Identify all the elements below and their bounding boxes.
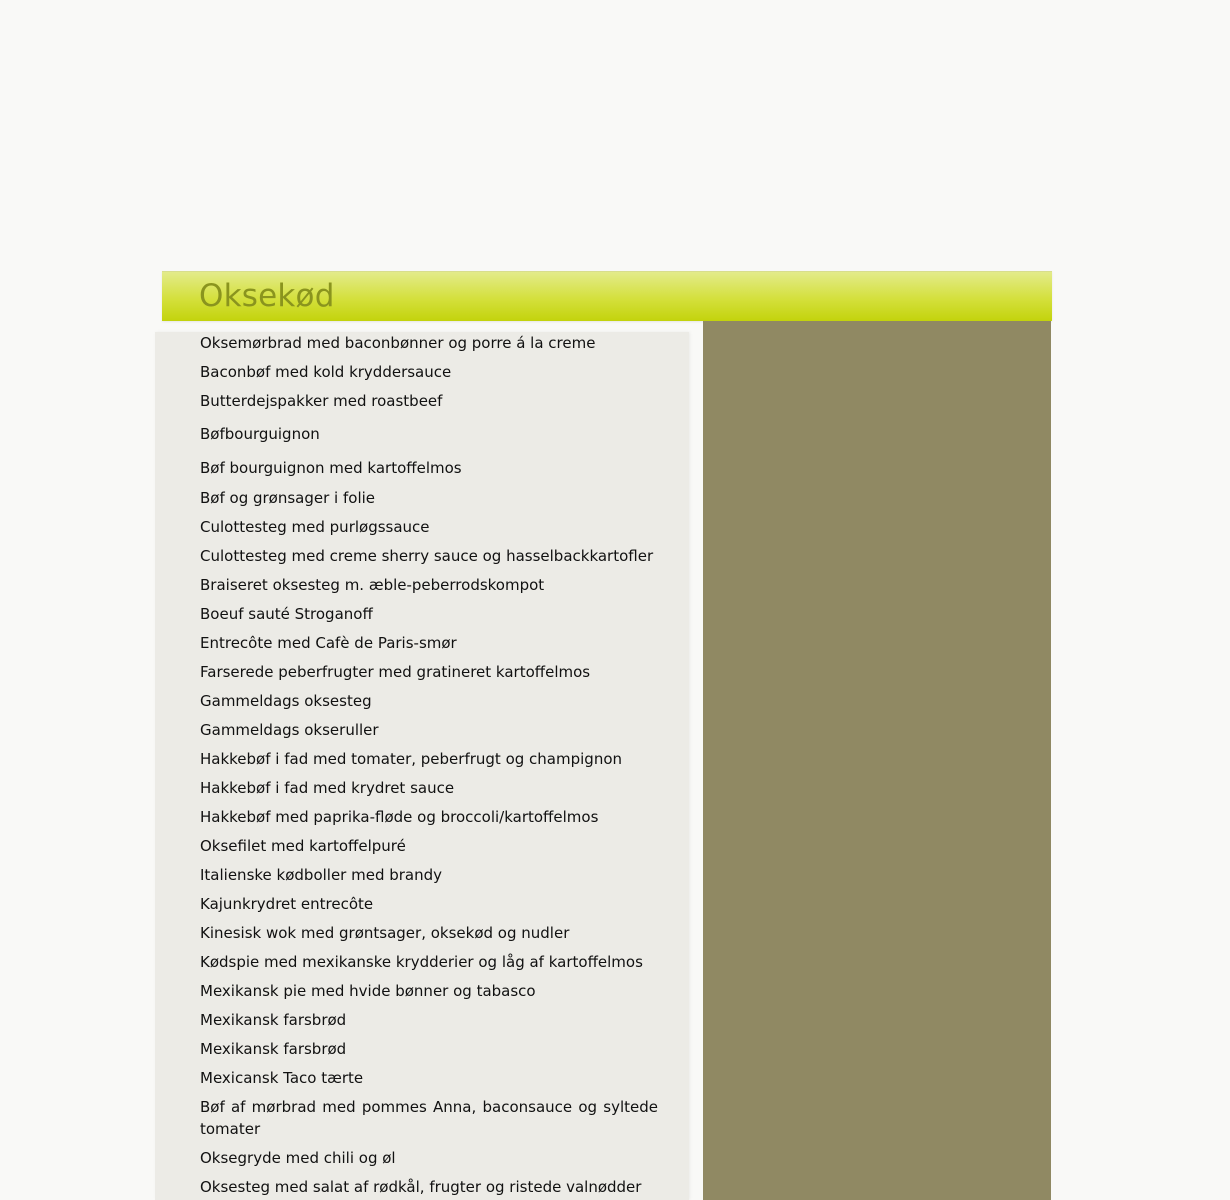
recipe-link[interactable]: Butterdejspakker med roastbeef [200,392,443,410]
recipe-link[interactable]: Hakkebøf med paprika-fløde og broccoli/kartoffelmos [200,808,599,826]
recipe-link[interactable]: Bøfbourguignon [200,425,320,443]
recipe-link[interactable]: Bøf og grønsager i folie [200,489,376,507]
recipe-link[interactable]: Baconbøf med kold kryddersauce [200,363,452,381]
recipe-link[interactable]: Gammeldags okseruller [200,721,379,739]
recipe-link[interactable]: Oksemørbrad med baconbønner og porre á la creme [200,334,596,352]
recipe-link[interactable]: Mexikansk farsbrød [200,1011,347,1029]
recipe-link[interactable]: Farserede peberfrugter med gratineret kartoffelmos [200,663,591,681]
recipe-link[interactable]: Hakkebøf i fad med tomater, peberfrugt og champignon [200,750,623,768]
recipe-link[interactable]: Mexikansk pie med hvide bønner og tabasco [200,982,536,1000]
recipe-link[interactable]: Mexikansk farsbrød [200,1040,347,1058]
section-title: Oksekød [199,278,335,314]
recipe-link[interactable]: Oksesteg med salat af rødkål, frugter og ristede valnødder [200,1178,642,1196]
recipe-link[interactable]: Braiseret oksesteg m. æble-peberrodskompot [200,576,545,594]
recipe-link[interactable]: Bøf af mørbrad med pommes Anna, baconsauce og syltede tomater [200,1098,658,1138]
sidebar-panel [703,321,1051,1200]
recipe-link[interactable]: Entrecôte med Cafè de Paris-smør [200,634,457,652]
recipe-link[interactable]: Mexicansk Taco tærte [200,1069,364,1087]
recipe-link[interactable]: Bøf bourguignon med kartoffelmos [200,459,462,477]
recipe-link[interactable]: Gammeldags oksesteg [200,692,372,710]
recipe-list-panel [155,332,689,1200]
recipe-list [200,332,658,1198]
recipe-link[interactable]: Kinesisk wok med grøntsager, oksekød og nudler [200,924,570,942]
recipe-link[interactable]: Italienske kødboller med brandy [200,866,443,884]
recipe-link[interactable]: Culottesteg med creme sherry sauce og hasselbackkartofler [200,547,654,565]
recipe-link[interactable]: Hakkebøf i fad med krydret sauce [200,779,455,797]
recipe-link[interactable]: Kajunkrydret entrecôte [200,895,374,913]
section-header-bar [162,271,1052,321]
recipe-link[interactable]: Culottesteg med purløgssauce [200,518,430,536]
recipe-link[interactable]: Oksefilet med kartoffelpuré [200,837,406,855]
recipe-link[interactable]: Oksegryde med chili og øl [200,1149,396,1167]
recipe-link[interactable]: Kødspie med mexikanske krydderier og låg af kartoffelmos [200,953,643,971]
recipe-link[interactable]: Boeuf sauté Stroganoff [200,605,373,623]
